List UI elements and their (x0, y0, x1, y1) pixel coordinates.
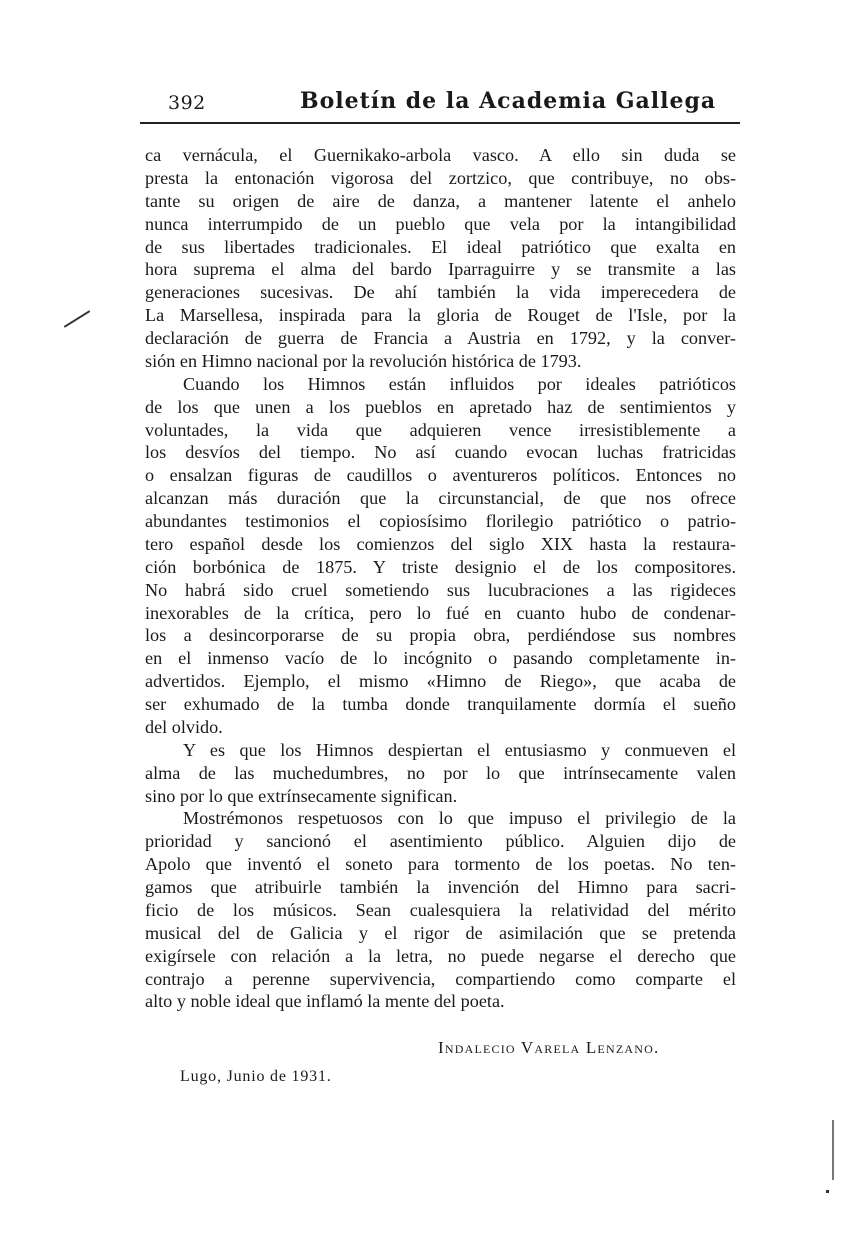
text-line: presta la entonación vigorosa del zortzico, que contribuye, no obs- (145, 167, 736, 188)
page-number: 392 (168, 92, 206, 114)
dateline: Lugo, Junio de 1931. (180, 1068, 332, 1085)
article-body (145, 144, 736, 1013)
text-line: tero español desde los comienzos del siglo XIX hasta la restaura- (145, 533, 736, 554)
text-line: La Marsellesa, inspirada para la gloria de Rouget de l'Isle, por la (145, 305, 736, 326)
margin-mark (826, 1190, 829, 1193)
running-title: Boletín de la Academia Gallega (300, 88, 717, 114)
paragraph (145, 739, 736, 808)
text-line: ser exhumado de la tumba donde tranquilamente dormía el sueño (145, 694, 736, 714)
margin-mark (64, 310, 91, 328)
text-line: voluntades, la vida que adquieren vence irresistiblemente a (145, 419, 736, 440)
text-line: sino por lo que extrínsecamente significan. (145, 785, 458, 806)
text-line: ca vernácula, el Guernikako-arbola vasco. A ello sin duda se (145, 145, 736, 165)
text-line: hora suprema el alma del bardo Iparraguirre y se transmite a las (145, 259, 736, 280)
text-line: o ensalzan figuras de caudillos o aventureros políticos. Entonces no (145, 465, 736, 486)
text-line: contrajo a perenne supervivencia, compartiendo como comparte el (145, 968, 736, 989)
text-line: prioridad y sancionó el asentimiento público. Alguien dijo de (145, 831, 736, 852)
text-line: abundantes testimonios el copiosísimo florilegio patriótico o patrio- (145, 511, 736, 531)
paragraph (145, 807, 736, 1013)
text-line: de sus libertades tradicionales. El ideal patriótico que exalta en (145, 236, 736, 257)
text-line: No habrá sido cruel sometiendo sus lucubraciones a las rigideces (145, 579, 736, 600)
text-line: generaciones sucesivas. De ahí también la vida imperecedera de (145, 282, 736, 303)
author-signature: Indalecio Varela Lenzano. (438, 1038, 660, 1057)
text-line: alto y noble ideal que inflamó la mente del poeta. (145, 991, 505, 1012)
text-line: del olvido. (145, 716, 223, 737)
text-line: los desvíos del tiempo. No así cuando evocan luchas fratricidas (145, 442, 736, 463)
text-line: alma de las muchedumbres, no por lo que intrínsecamente valen (145, 762, 736, 783)
text-line: en el inmenso vacío de lo incógnito o pasando completamente in- (145, 648, 736, 669)
text-line: gamos que atribuirle también la invención del Himno para sacri- (145, 877, 736, 897)
margin-mark (832, 1120, 834, 1180)
text-line: exigírsele con relación a la letra, no puede negarse el derecho que (145, 945, 736, 966)
text-line: nunca interrumpido de un pueblo que vela por la intangibilidad (145, 213, 736, 234)
page-header (140, 86, 740, 124)
text-line: advertidos. Ejemplo, el mismo «Himno de Riego», que acaba de (145, 671, 736, 692)
text-line: los a desincorporarse de su propia obra, perdiéndose sus nombres (145, 625, 736, 646)
text-line: Mostrémonos respetuosos con lo que impuso el privilegio de la (183, 808, 736, 829)
text-line: Cuando los Himnos están influidos por ideales patrióticos (183, 373, 736, 394)
text-line: ción borbónica de 1875. Y triste designio el de los compositores. (145, 556, 736, 577)
text-line: alcanzan más duración que la circunstancial, de que nos ofrece (145, 488, 736, 509)
paragraph (145, 144, 736, 373)
text-line: Y es que los Himnos despiertan el entusiasmo y conmueven el (183, 739, 736, 760)
text-line: inexorables de la crítica, pero lo fué en cuanto hubo de condenar- (145, 602, 736, 623)
paragraph (145, 373, 736, 739)
text-line: tante su origen de aire de danza, a mantener latente el anhelo (145, 190, 736, 211)
text-line: declaración de guerra de Francia a Austria en 1792, y la conver- (145, 328, 736, 348)
text-line: musical del de Galicia y el rigor de asimilación que se pretenda (145, 922, 736, 943)
text-line: Apolo que inventó el soneto para tormento de los poetas. No ten- (145, 854, 736, 875)
text-line: sión en Himno nacional por la revolución histórica de 1793. (145, 350, 582, 371)
text-line: ficio de los músicos. Sean cualesquiera la relatividad del mérito (145, 899, 736, 920)
text-line: de los que unen a los pueblos en apretado haz de sentimientos y (145, 396, 736, 417)
